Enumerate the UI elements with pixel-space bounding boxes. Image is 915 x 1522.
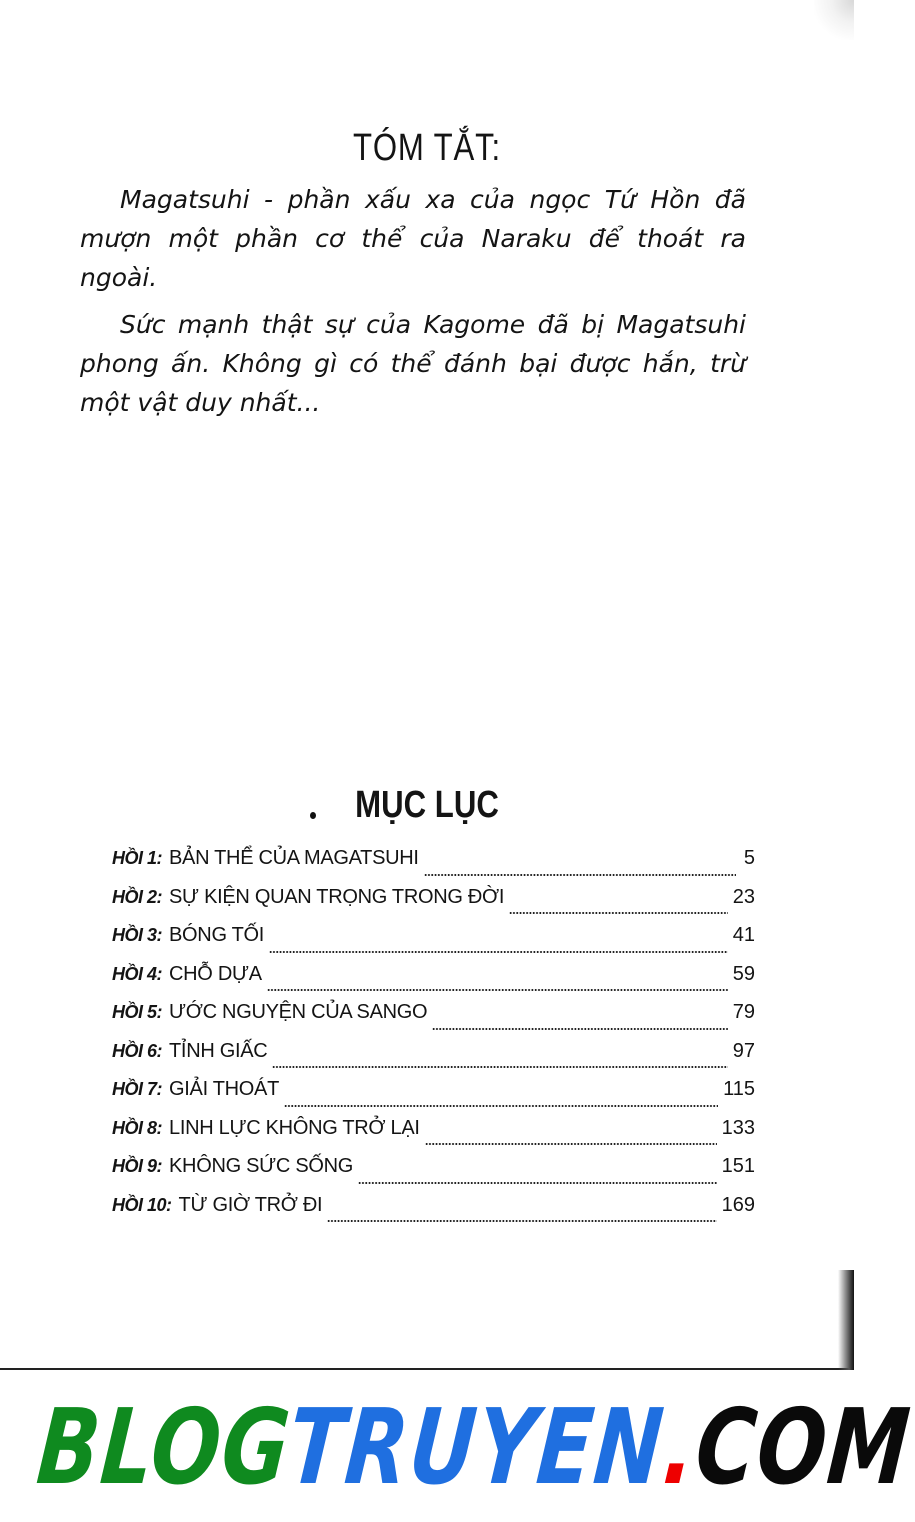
toc-entry bbox=[112, 1078, 755, 1117]
toc-chapter-name: LINH LỰC KHÔNG TRỞ LẠI bbox=[169, 1116, 420, 1139]
toc-page-number: 23 bbox=[732, 885, 755, 908]
summary-paragraph: Sức mạnh thật sự của Kagome đã bị Magatsuhi phong ấn. Không gì có thể đánh bại được hắn, trừ một vật duy nhất... bbox=[80, 310, 746, 417]
toc-chapter-name: TỈNH GIẤC bbox=[169, 1039, 268, 1062]
toc-chapter-name: CHỖ DỰA bbox=[169, 962, 262, 985]
toc-chapter: HỒI 7: bbox=[112, 1079, 163, 1099]
dot-leader bbox=[327, 1220, 716, 1222]
stray-dot bbox=[310, 812, 316, 819]
dot-leader bbox=[269, 951, 728, 953]
toc-chapter: HỒI 3: bbox=[112, 925, 163, 945]
dot-leader bbox=[284, 1105, 718, 1107]
page-edge-shadow bbox=[838, 1270, 854, 1370]
toc-chapter: HỒI 8: bbox=[112, 1117, 163, 1138]
toc-entry bbox=[112, 1117, 755, 1156]
dot-leader bbox=[425, 1143, 717, 1145]
toc-entry bbox=[112, 847, 755, 886]
toc-page-number: 41 bbox=[732, 924, 755, 946]
toc-page-number: 5 bbox=[743, 847, 755, 869]
toc-chapter: HỒI 4: bbox=[112, 963, 163, 984]
toc-chapter: HỒI 1: bbox=[112, 848, 163, 868]
summary-paragraph: Magatsuhi - phần xấu xa của ngọc Tứ Hồn đã mượn một phần cơ thể của Naraku để thoát ra ngoài. bbox=[80, 185, 746, 292]
toc-page-number: 151 bbox=[721, 1155, 755, 1177]
toc-entry bbox=[112, 886, 755, 925]
toc-chapter-name: SỰ KIỆN QUAN TRỌNG TRONG ĐỜI bbox=[169, 885, 505, 908]
toc-title: MỤC LỤC bbox=[355, 783, 499, 826]
toc-chapter: HỒI 2: bbox=[112, 886, 163, 907]
toc-entry bbox=[112, 1040, 755, 1079]
toc-chapter: HỒI 10: bbox=[112, 1194, 172, 1215]
toc-entry bbox=[112, 1194, 755, 1233]
blogtruyen-watermark-logo bbox=[32, 1386, 915, 1508]
toc-chapter-name: GIẢI THOÁT bbox=[169, 1078, 279, 1100]
toc-page-number: 97 bbox=[732, 1039, 755, 1062]
summary-title: TÓM TẮT: bbox=[353, 127, 501, 170]
dot-leader bbox=[267, 989, 728, 991]
logo-part-com: COM bbox=[691, 1386, 915, 1508]
dot-leader bbox=[432, 1028, 727, 1030]
dot-leader bbox=[424, 874, 736, 876]
toc-entry bbox=[112, 1155, 755, 1194]
toc-entry bbox=[112, 924, 755, 963]
toc-chapter-name: BÓNG TỐI bbox=[169, 924, 265, 946]
logo-part-truyen: TRUYEN bbox=[283, 1386, 670, 1508]
toc-page-number: 169 bbox=[721, 1193, 755, 1216]
page-corner-shadow bbox=[814, 0, 854, 40]
toc-page-number: 79 bbox=[732, 1001, 755, 1023]
toc-entry bbox=[112, 963, 755, 1002]
table-of-contents bbox=[112, 847, 755, 1232]
toc-chapter-name: TỪ GIỜ TRỞ ĐI bbox=[178, 1193, 323, 1216]
summary-text bbox=[80, 180, 746, 430]
dot-leader bbox=[509, 912, 728, 914]
toc-page-number: 133 bbox=[721, 1116, 755, 1139]
toc-chapter: HỒI 9: bbox=[112, 1156, 163, 1176]
toc-chapter-name: ƯỚC NGUYỆN CỦA SANGO bbox=[169, 1001, 428, 1023]
toc-page-number: 59 bbox=[732, 962, 755, 985]
toc-chapter: HỒI 5: bbox=[112, 1002, 163, 1022]
logo-part-blog: BLOG bbox=[32, 1386, 294, 1508]
toc-chapter-name: BẢN THỂ CỦA MAGATSUHI bbox=[169, 847, 419, 869]
toc-entry bbox=[112, 1001, 755, 1040]
dot-leader bbox=[272, 1066, 727, 1068]
toc-chapter: HỒI 6: bbox=[112, 1040, 163, 1061]
dot-leader bbox=[358, 1182, 717, 1184]
toc-page-number: 115 bbox=[723, 1078, 755, 1100]
logo-part-dot: . bbox=[659, 1386, 702, 1508]
toc-chapter-name: KHÔNG SỨC SỐNG bbox=[169, 1155, 354, 1177]
